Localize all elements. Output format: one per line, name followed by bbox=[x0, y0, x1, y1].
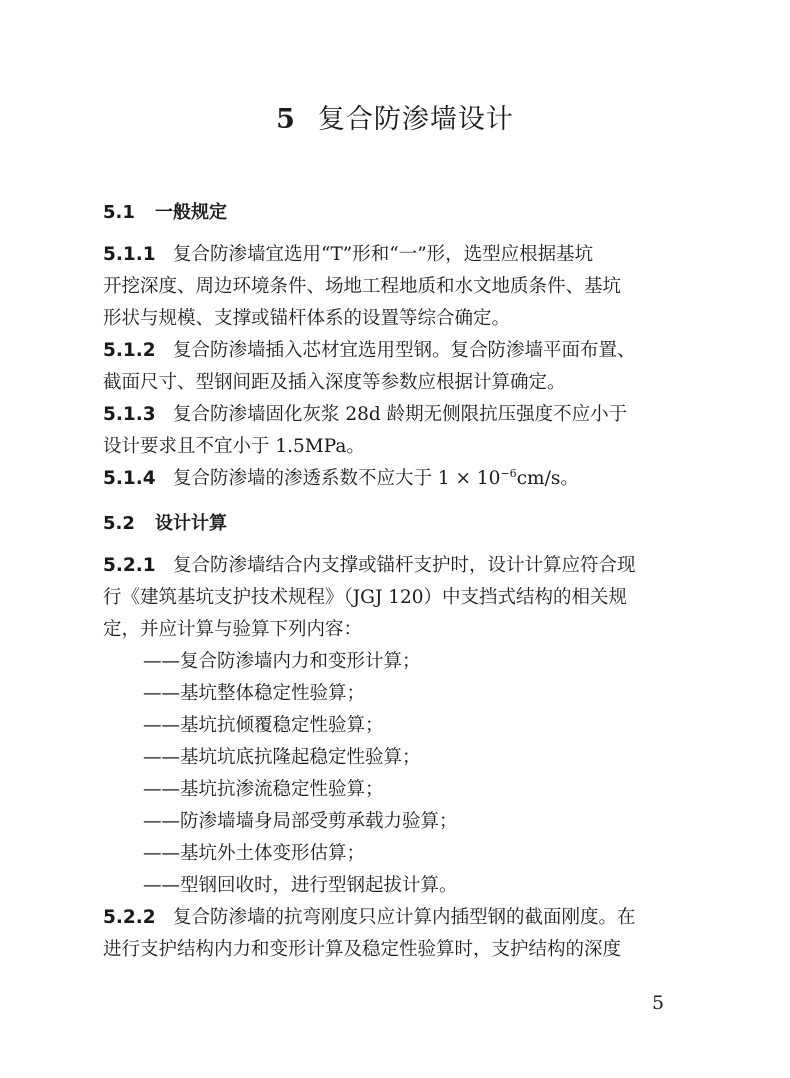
clause-5-1-3-line-1: 5.1.3 复合防渗墙固化灰浆 28d 龄期无侧限抗压强度不应小于 bbox=[103, 401, 693, 429]
list-item: ——基坑外土体变形估算； bbox=[143, 843, 366, 864]
clause-5-2-1-line-3: 定，并应计算与验算下列内容： bbox=[103, 619, 363, 640]
page-number: 5 bbox=[652, 992, 665, 1014]
clause-5-1-1-line-2: 开挖深度、周边环境条件、场地工程地质和水文地质条件、基坑 bbox=[103, 276, 622, 297]
clause-5-1-2-line-2: 截面尺寸、型钢间距及插入深度等参数应根据计算确定。 bbox=[103, 372, 566, 393]
exponent: −6 bbox=[500, 466, 517, 480]
list-item: ——基坑整体稳定性验算； bbox=[143, 683, 366, 704]
section-heading-5-1: 5.1 一般规定 bbox=[103, 202, 227, 223]
section-heading-5-2: 5.2 设计计算 bbox=[103, 513, 227, 534]
chapter-title bbox=[0, 100, 790, 140]
clause-5-2-2-line-1: 5.2.2 复合防渗墙的抗弯刚度只应计算内插型钢的截面刚度。在 bbox=[103, 904, 693, 932]
clause-number: 5.2.1 bbox=[103, 555, 156, 576]
clause-number: 5.2.2 bbox=[103, 907, 156, 928]
clause-5-1-4: 5.1.4 复合防渗墙的渗透系数不应大于 $1 \times 10^{-6}cm/s$。 bbox=[103, 465, 693, 493]
clause-5-1-3-line-2: 设计要求且不宜小于 1.5MPa。 bbox=[103, 436, 365, 457]
list-item: ——基坑坑底抗隆起稳定性验算； bbox=[143, 747, 421, 768]
clause-number: 5.1.2 bbox=[103, 340, 156, 361]
clause-number: 5.1.1 bbox=[103, 244, 156, 265]
list-item: ——复合防渗墙内力和变形计算； bbox=[143, 651, 421, 672]
clause-5-1-1-line-3: 形状与规模、支撑或锚杆体系的设置等综合确定。 bbox=[103, 308, 511, 329]
clause-5-2-2-line-2: 进行支护结构内力和变形计算及稳定性验算时，支护结构的深度 bbox=[103, 939, 622, 960]
clause-5-2-1-line-1: 5.2.1 复合防渗墙结合内支撑或锚杆支护时，设计计算应符合现 bbox=[103, 552, 693, 580]
list-item: ——型钢回收时，进行型钢起拔计算。 bbox=[143, 875, 458, 896]
clause-5-1-2-line-1: 5.1.2 复合防渗墙插入芯材宜选用型钢。复合防渗墙平面布置、 bbox=[103, 337, 693, 365]
chapter-number: 5 bbox=[276, 104, 296, 135]
clause-5-2-1-line-2: 行《建筑基坑支护技术规程》（JGJ 120）中支挡式结构的相关规 bbox=[103, 587, 628, 608]
clause-number: 5.1.3 bbox=[103, 404, 156, 425]
clause-5-1-1-line-1: 5.1.1 复合防渗墙宜选用“T”形和“一”形，选型应根据基坑 bbox=[103, 241, 693, 269]
list-item: ——防渗墙墙身局部受剪承载力验算； bbox=[143, 811, 458, 832]
list-item: ——基坑抗倾覆稳定性验算； bbox=[143, 715, 384, 736]
list-item: ——基坑抗渗流稳定性验算； bbox=[143, 779, 384, 800]
clause-number: 5.1.4 bbox=[103, 468, 156, 489]
chapter-title-text: 复合防渗墙设计 bbox=[317, 104, 514, 135]
